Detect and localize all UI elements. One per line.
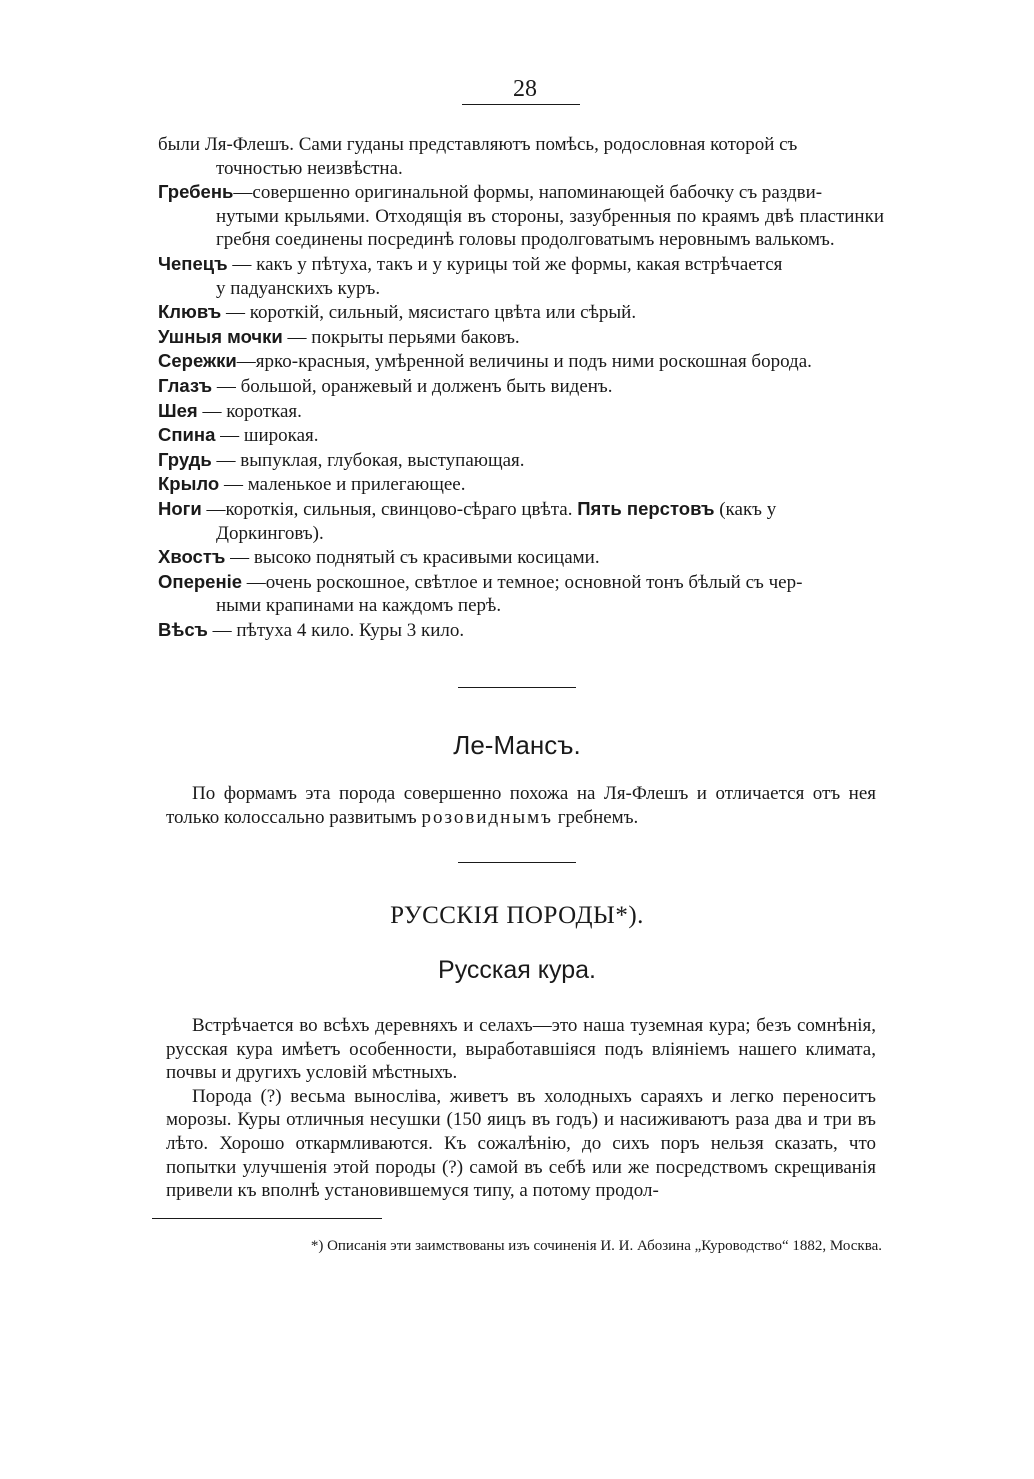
entry-text: —короткія, сильныя, свинцово-сѣраго цвѣта.	[201, 498, 578, 520]
breed-entry	[158, 252, 884, 300]
breed-entry	[158, 180, 884, 252]
entry-term: Крыло	[158, 473, 220, 495]
entry-text: — короткая.	[197, 400, 302, 422]
breed-entry	[158, 448, 884, 473]
entry-text: — большой, оранжевый и долженъ быть виденъ.	[212, 375, 613, 397]
russian-breeds-title: РУССКІЯ ПОРОДЫ*).	[390, 902, 644, 929]
entry-term: Опереніе	[158, 570, 243, 592]
entry-continuation: точностью неизвѣстна.	[216, 157, 403, 179]
breed-entry	[158, 618, 884, 643]
entry-term: Сережки	[158, 350, 237, 372]
breed-entry	[158, 133, 884, 180]
entry-text: — маленькое и прилегающее.	[219, 474, 466, 496]
breed-entry	[158, 497, 884, 545]
breed-entry	[158, 374, 884, 399]
footnote-rule	[152, 1218, 382, 1219]
footnote: *) Описанія эти заимствованы изъ сочиненія И. И. Абозина „Куроводство“ 1882, Москва.	[310, 1238, 882, 1254]
entry-term: Вѣсъ	[158, 618, 208, 640]
le-mans-text-end: гребнемъ.	[552, 806, 639, 828]
russian-hen-subtitle: Русская кура.	[438, 956, 596, 984]
entry-term: Грудь	[158, 448, 212, 470]
paragraph: Встрѣчается во всѣхъ деревняхъ и селахъ—это наша туземная кура; безъ сомнѣнія, русская кура имѣетъ особенности, выработавшіяся подъ вліяніемъ нашего климата, почвы и другихъ условій мѣстныхъ.	[166, 1015, 876, 1084]
breed-entry	[158, 349, 884, 374]
entry-term: Хвостъ	[158, 546, 226, 568]
entry-term: Гребень	[158, 181, 234, 203]
entry-text-after: (какъ у	[714, 498, 777, 520]
entry-term: Клювъ	[158, 301, 222, 323]
le-mans-paragraph	[166, 782, 876, 829]
entry-continuation: нутыми крыльями. Отходящія въ стороны, зазубренныя по краямъ двѣ пластинки гребня соединены посрединѣ головы продолговатымъ неровнымъ валькомъ.	[216, 205, 884, 251]
entry-text: были Ля-Флешъ. Сами гуданы представляютъ помѣсь, родословная которой съ	[158, 134, 798, 155]
entry-text: — покрыты перьями баковъ.	[282, 326, 520, 348]
breed-entry	[158, 570, 884, 618]
entry-text: —ярко-красныя, умѣренной величины и подъ ними роскошная борода.	[236, 351, 812, 373]
entry-text: — какъ у пѣтуха, такъ и у курицы той же формы, какая встрѣчается	[227, 253, 783, 275]
breed-entry	[158, 325, 884, 350]
breed-standard-list	[158, 133, 884, 642]
page-number-rule	[462, 104, 580, 105]
entry-text: — выпуклая, глубокая, выступающая.	[211, 449, 525, 471]
entry-term: Чепецъ	[158, 252, 228, 274]
paragraph: Порода (?) весьма выносліва, живетъ въ холодныхъ сараяхъ и легко переноситъ морозы. Куры отличныя несушки (150 яицъ въ годъ) и насиживаютъ раза два и три въ лѣто. Хорошо откармливаются. Къ сожалѣнію, до сихъ поръ нельзя сказать, что попытки улучшенія этой породы (?) самой въ себѣ или же посредствомъ скрещиванія привели къ вполнѣ установившемуся типу, а потому продол-	[166, 1085, 876, 1202]
entry-continuation: у падуанскихъ куръ.	[216, 277, 381, 299]
section-divider	[458, 862, 576, 863]
section-divider	[458, 687, 576, 688]
entry-text: — высоко поднятый съ красивыми косицами.	[225, 547, 600, 569]
entry-text: —совершенно оригинальной формы, напоминающей бабочку съ раздви-	[233, 182, 823, 204]
entry-text: —очень роскошное, свѣтлое и темное; основной тонъ бѣлый съ чер-	[242, 571, 803, 593]
le-mans-title: Ле-Мансъ.	[453, 730, 581, 760]
entry-text: — пѣтуха 4 кило. Куры 3 кило.	[207, 619, 465, 641]
entry-term: Шея	[158, 399, 198, 421]
entry-term: Ноги	[158, 497, 202, 519]
entry-inline-term: Пять перстовъ	[577, 497, 715, 519]
entry-term: Глазъ	[158, 374, 213, 396]
le-mans-spaced-word: розовиднымъ	[421, 806, 553, 828]
russian-hen-text	[166, 1014, 876, 1203]
breed-entry	[158, 545, 884, 570]
entry-continuation: ными крапинами на каждомъ перѣ.	[216, 595, 502, 617]
entry-text: — широкая.	[215, 425, 319, 447]
entry-continuation: Доркинговъ).	[216, 522, 324, 544]
breed-entry	[158, 399, 884, 424]
le-mans-text: По формамъ эта порода совершенно похожа на Ля-Флешъ и отличается отъ нея только колоссально развитымъ	[166, 783, 876, 828]
breed-entry	[158, 423, 884, 448]
page-number: 28	[513, 76, 537, 102]
entry-term: Спина	[158, 424, 216, 446]
breed-entry	[158, 472, 884, 497]
entry-text: — короткій, сильный, мясистаго цвѣта или сѣрый.	[221, 302, 637, 324]
entry-term: Ушныя мочки	[158, 325, 283, 347]
breed-entry	[158, 300, 884, 325]
